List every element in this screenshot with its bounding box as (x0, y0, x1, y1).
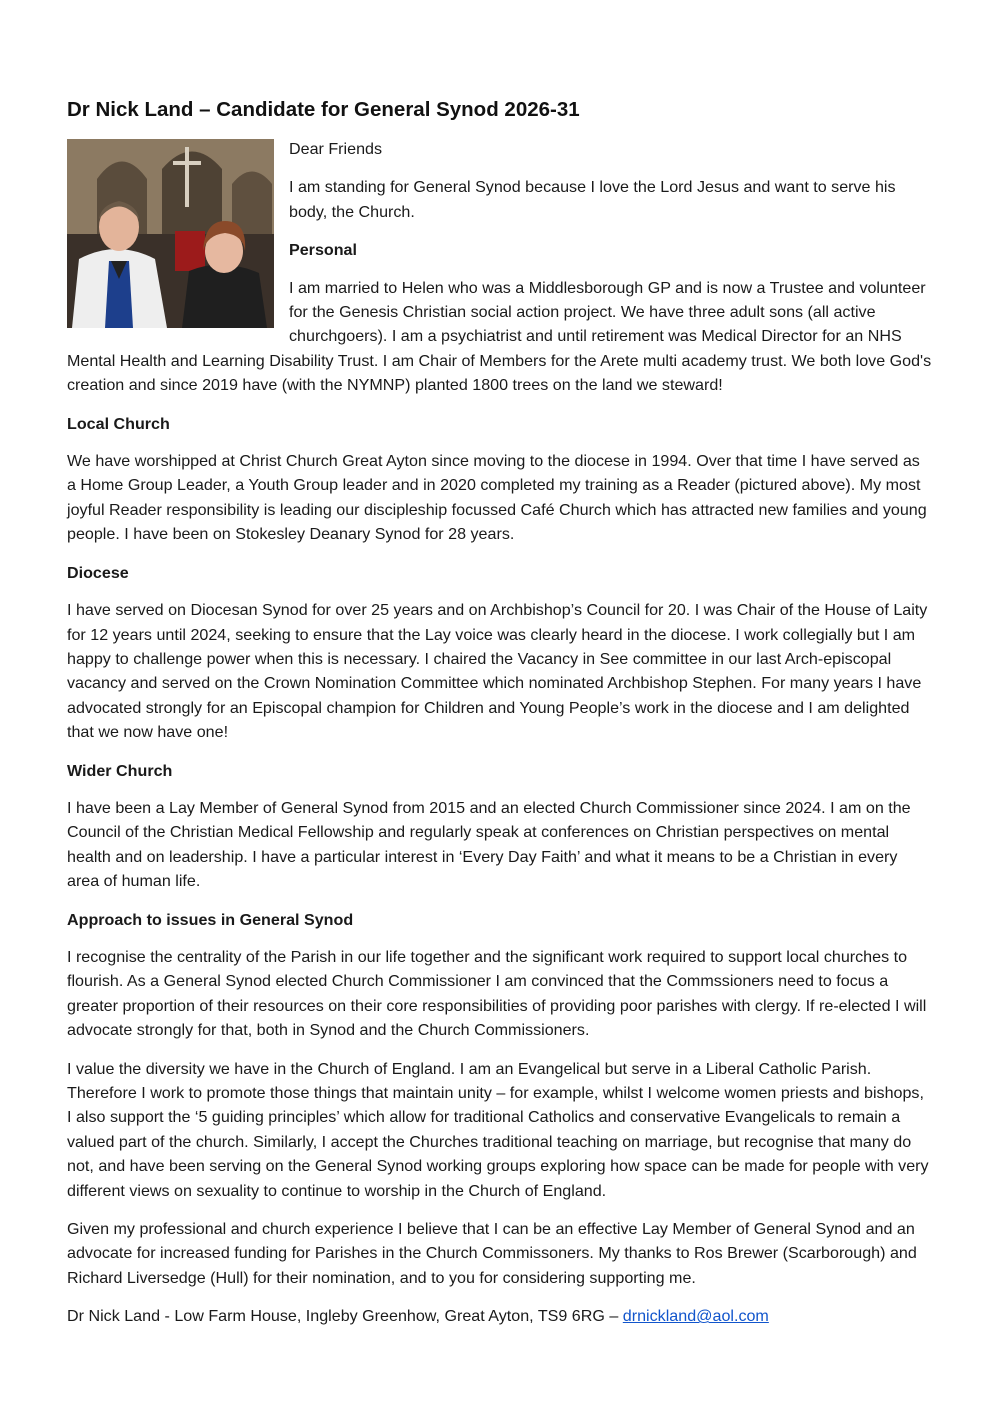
approach-paragraph: Given my professional and church experience I believe that I can be an effective Lay Member of General Synod and an advocate for increased funding for Parishes in the Church Commissoners. My thanks to Ros Brewer (Scarborough) and Richard Liversedge (Hull) for their nomination, and to you for considering supporting me. (67, 1220, 917, 1287)
email-link[interactable]: drnickland@aol.com (622, 1307, 769, 1326)
approach-paragraph: I value the diversity we have in the Church of England. I am an Evangelical but serve in a Liberal Catholic Parish. Therefore I work to promote those things that maintain unity – for example, whilst I welcome women priests and bishops, I also support the ‘5 guiding principles’ which allow for traditional Catholics and conservative Evangelicals to remain a valued part of the church. Similarly, I accept the Churches traditional teaching on marriage, but recognise that many do not, and have been serving on the General Synod working groups exploring how space can be made for people with very different views on sexuality to continue to worship in the Church of England. (67, 1059, 929, 1200)
section-heading-diocese: Diocese (67, 563, 129, 582)
candidate-photo (67, 139, 274, 328)
greeting: Dear Friends (289, 140, 383, 158)
section-heading-approach: Approach to issues in General Synod (67, 910, 354, 929)
local-church-paragraph: We have worshipped at Christ Church Great Ayton since moving to the diocese in 1994. Over that time I have served as a Home Group Leader, a Youth Group leader and in 2020 completed my training as a Reader (pictured above). My most joyful Reader responsibility is leading our discipleship focussed Café Church which has attracted new families and young people. I have been on Stokesley Deanary Synod for 28 years. (67, 452, 927, 544)
section-heading-local-church: Local Church (67, 414, 170, 433)
page-title: Dr Nick Land – Candidate for General Synod 2026-31 (67, 98, 580, 121)
footer-contact (67, 1304, 932, 1328)
diocese-paragraph: I have served on Diocesan Synod for over 25 years and on Archbishop’s Council for 20. I was Chair of the House of Laity for 12 years until 2024, seeking to ensure that the Lay voice was clearly heard in the diocese. I work collegially but I am happy to challenge power when this is necessary. I chaired the Vacancy in See committee in our last Arch-episcopal vacancy and served on the Crown Nomination Committee which nominated Archbishop Stephen. For many years I have advocated strongly for an Episcopal champion for Children and Young People’s work in the diocese and I am delighted that we now have one! (67, 601, 928, 742)
section-heading-personal: Personal (289, 241, 357, 260)
approach-paragraph: I recognise the centrality of the Parish in our life together and the significant work required to support local churches to flourish. As a General Synod elected Church Commissioner I am convinced that the Commssioners need to focus a greater proportion of their resources on their core responsibilities of providing poor parishes with clergy. If re-elected I will advocate strongly for that, both in Synod and the Church Commissioners. (67, 947, 927, 1040)
intro-paragraph: I am standing for General Synod because I love the Lord Jesus and want to serve his body, the Church. (289, 178, 896, 221)
wider-church-paragraph: I have been a Lay Member of General Synod from 2015 and an elected Church Commissioner since 2024. I am on the Council of the Christian Medical Fellowship and regularly speak at conferences on Christian perspectives on mental health and on leadership. I have a particular interest in ‘Every Day Faith’ and what it means to be a Christian in every area of human life. (67, 798, 911, 891)
footer-address: Dr Nick Land - Low Farm House, Ingleby Greenhow, Great Ayton, TS9 6RG – (67, 1307, 623, 1326)
section-heading-wider-church: Wider Church (67, 761, 173, 780)
personal-paragraph: I am married to Helen who was a Middlesborough GP and is now a Trustee and volunteer for the Genesis Christian social action project. We have three adult sons (all active churchgoers). I am a psychiatrist and until retirement was Medical Director for an NHS Mental Health and Learning Disability Trust. I am Chair of Members for the Arete multi academy trust. We both love God's creation and since 2019 have (with the NYMNP) planted 1800 trees on the land we steward! (67, 278, 932, 395)
